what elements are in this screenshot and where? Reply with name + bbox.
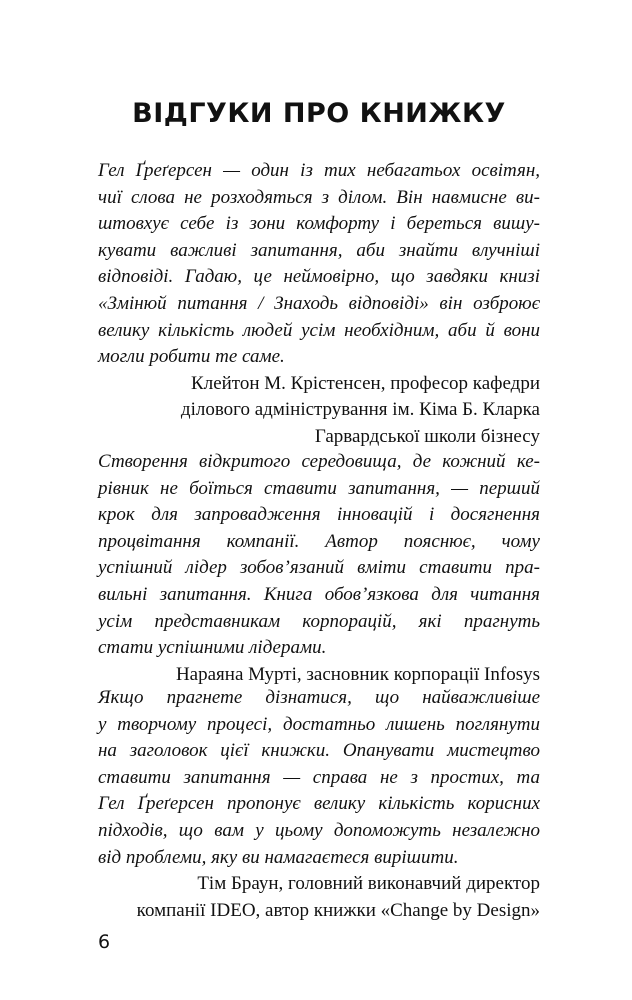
book-page: [98, 0, 540, 1000]
attribution-line: Клейтон М. Крістенсен, професор кафедри: [191, 372, 540, 394]
quote-line: рівник не боїться ставити запитання, — перший: [98, 477, 540, 499]
quote-line: успішний лідер зобов’язаний вміти ставити пра-: [98, 557, 540, 579]
quote-line: кувати важливі запитання, аби знайти влучніші: [98, 239, 540, 261]
quote-line: стати успішними лідерами.: [98, 637, 327, 659]
attribution-line: Нараяна Мурті, засновник корпорації Infosys: [175, 663, 540, 685]
quote-line: Створення відкритого середовища, де кожний ке-: [98, 451, 540, 472]
attribution-line: Тім Браун, головний виконавчий директор: [197, 873, 540, 895]
review-brown: [98, 685, 540, 924]
attribution-line: Гарвардської школи бізнесу: [314, 425, 540, 447]
quote-line: Гел Ґреґерсен — один із тих небагатьох освітян,: [98, 160, 540, 181]
review-murthy: [98, 449, 540, 688]
page-title: ВІДГУКИ ПРО КНИЖКУ: [132, 98, 506, 129]
review-quote: [98, 449, 540, 662]
review-attribution: [98, 871, 540, 924]
quote-line: від проблеми, яку ви намагаєтеся вирішити.: [98, 846, 459, 868]
quote-line: вильні запитання. Книга обов’язкова для читання: [98, 583, 540, 605]
quote-line: чиї слова не розходяться з ділом. Він навмисне ви-: [98, 186, 540, 208]
quote-line: «Змінюй питання / Знаходь відповіді» він озброює: [98, 292, 540, 314]
review-christensen: [98, 158, 540, 451]
quote-line: у творчому процесі, достатньо лишень поглянути: [98, 713, 540, 735]
quote-line: крок для запровадження інновацій і досягнення: [98, 504, 540, 526]
quote-line: могли робити те саме.: [98, 346, 285, 368]
quote-line: на заголовок цієї книжки. Опанувати мистецтво: [98, 740, 540, 762]
attribution-line: компанії IDEO, автор книжки «Change by Design»: [136, 899, 540, 921]
quote-line: велику кількість людей усім необхідним, аби й вони: [98, 319, 540, 341]
quote-line: Гел Ґреґерсен пропонує велику кількість корисних: [98, 793, 540, 815]
review-quote: [98, 685, 540, 871]
quote-line: ставити запитання — справа не з простих, та: [98, 766, 540, 788]
attribution-line: ділового адміністрування ім. Кіма Б. Кларка: [180, 399, 540, 421]
quote-line: штовхує себе із зони комфорту і береться вишу-: [98, 213, 540, 235]
review-attribution: [98, 371, 540, 451]
page-number: 6: [98, 931, 111, 953]
quote-line: підходів, що вам у цьому допоможуть незалежно: [98, 819, 540, 841]
quote-line: Якщо прагнете дізнатися, що найважливіше: [98, 687, 540, 708]
quote-line: відповіді. Гадаю, це неймовірно, що завдяки книзі: [98, 266, 540, 288]
quote-line: процвітання компанії. Автор пояснює, чому: [98, 530, 540, 552]
quote-line: усім представникам корпорацій, які прагнуть: [98, 610, 540, 632]
review-quote: [98, 158, 540, 371]
